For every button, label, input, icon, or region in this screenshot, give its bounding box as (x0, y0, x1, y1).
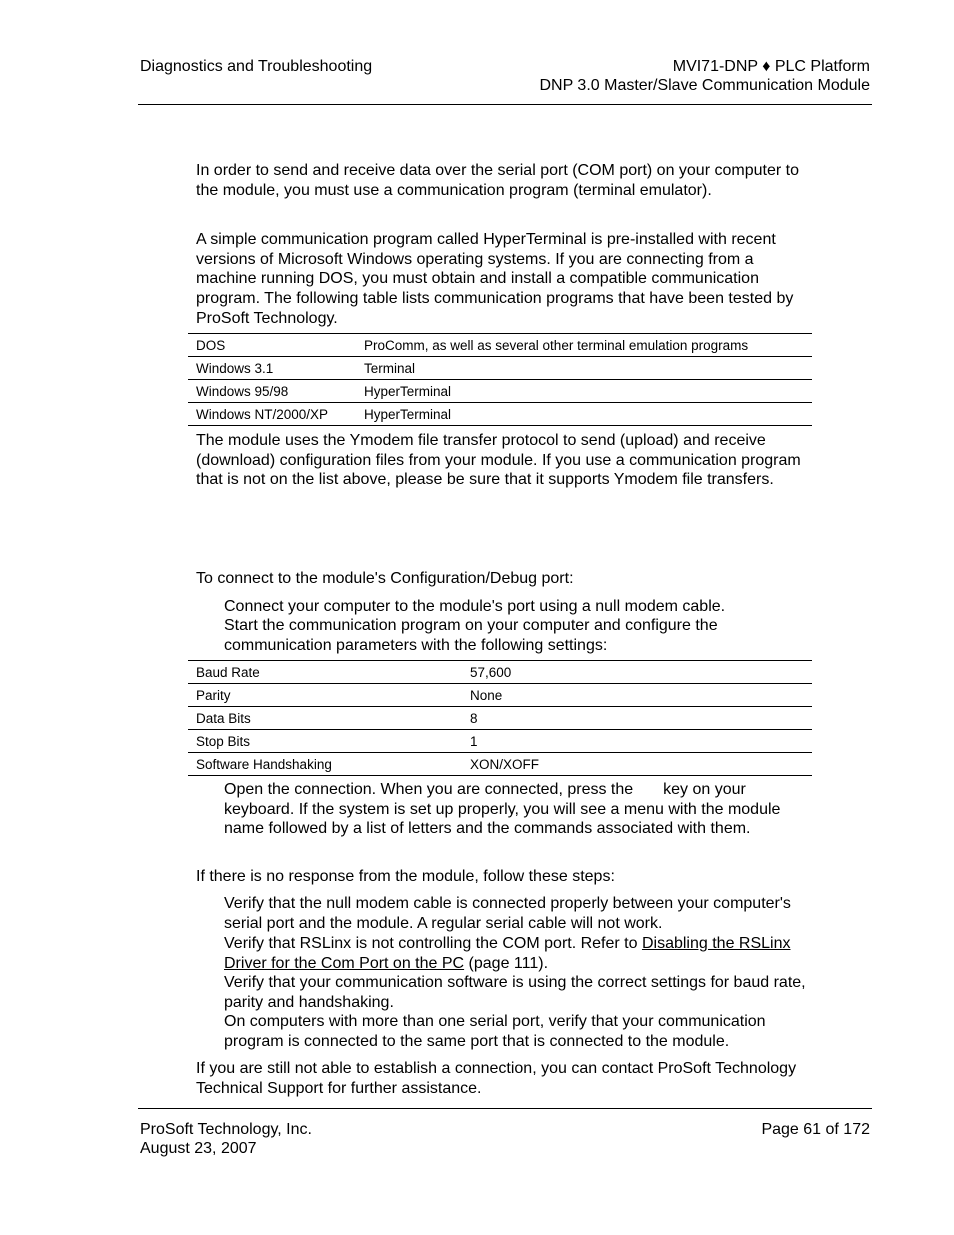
connect-step-2: Start the communication program on your computer and configure the communication parameters with the following settings: (224, 617, 718, 654)
troubleshoot-step-3: Verify that your communication software is using the correct settings for baud rate, parity and handshaking. (224, 974, 806, 1011)
closing-paragraph: If you are still not able to establish a connection, you can contact ProSoft Technology Technical Support for further assistance. (196, 1060, 797, 1097)
table-row (188, 753, 812, 776)
header-product-line2: DNP 3.0 Master/Slave Communication Module (539, 77, 870, 94)
table-cell: 8 (462, 707, 812, 730)
table-cell: Data Bits (188, 707, 462, 730)
table-cell: None (462, 684, 812, 707)
table-row (188, 380, 812, 403)
header-rule (138, 104, 872, 105)
programs-table (188, 333, 812, 426)
table-cell: Terminal (356, 357, 812, 380)
settings-table (188, 660, 812, 776)
troubleshoot-lead: If there is no response from the module, follow these steps: (196, 868, 615, 885)
troubleshoot-step-2 (224, 934, 814, 973)
connect-step-3-part-b: key on your keyboard. If the system is set up properly, you will see a menu with the module name followed by a list of letters and the commands associated with them. (224, 781, 781, 838)
header-section-title: Diagnostics and Troubleshooting (140, 58, 373, 75)
table-cell: Software Handshaking (188, 753, 462, 776)
table-row (188, 707, 812, 730)
ymodem-paragraph: The module uses the Ymodem file transfer protocol to send (upload) and receive (download) configuration files from your module. If you use a communication program that is not on the list above, please be sure that it supports Ymodem file transfers. (196, 432, 801, 489)
table-cell: DOS (188, 334, 356, 357)
troubleshoot-step-2-suffix: (page 111). (468, 954, 549, 972)
table-cell: Baud Rate (188, 661, 462, 684)
table-cell: 57,600 (462, 661, 812, 684)
table-row (188, 730, 812, 753)
connect-step-3-part-a: Open the connection. When you are connected, press the (224, 781, 634, 798)
table-cell: Windows 3.1 (188, 357, 356, 380)
connect-step-3 (224, 780, 814, 839)
disabling-rslinx-link[interactable]: Disabling the RSLinx Driver for the Com Port on the PC (224, 935, 791, 972)
table-cell: XON/XOFF (462, 753, 812, 776)
table-row (188, 661, 812, 684)
footer-page-number: Page 61 of 172 (761, 1121, 870, 1138)
troubleshoot-step-1: Verify that the null modem cable is connected properly between your computer's serial port and the module. A regular serial cable will not work. (224, 895, 791, 932)
footer-date: August 23, 2007 (140, 1140, 257, 1157)
connect-step-1: Connect your computer to the module's port using a null modem cable. (224, 598, 726, 615)
intro-paragraph-1: In order to send and receive data over the serial port (COM port) on your computer to the module, you must use a communication program (terminal emulator). (196, 162, 799, 199)
footer-rule (138, 1108, 872, 1109)
table-cell: HyperTerminal (356, 403, 812, 426)
table-row (188, 684, 812, 707)
connect-lead: To connect to the module's Configuration/Debug port: (196, 570, 574, 587)
footer-company: ProSoft Technology, Inc. (140, 1121, 312, 1138)
table-cell: Windows 95/98 (188, 380, 356, 403)
table-row (188, 357, 812, 380)
table-cell: Parity (188, 684, 462, 707)
table-row (188, 334, 812, 357)
intro-paragraph-2: A simple communication program called HyperTerminal is pre-installed with recent versions of Microsoft Windows operating systems. If you are connecting from a machine running DOS, you must obtain and install a compatible communication program. The following table lists communication programs that have been tested by ProSoft Technology. (196, 231, 794, 327)
table-row (188, 403, 812, 426)
troubleshoot-step-2-prefix: Verify that RSLinx is not controlling the COM port. Refer to (224, 935, 638, 952)
table-cell: HyperTerminal (356, 380, 812, 403)
table-cell: Windows NT/2000/XP (188, 403, 356, 426)
troubleshoot-step-4: On computers with more than one serial port, verify that your communication program is connected to the same port that is connected to the module. (224, 1013, 766, 1050)
header-product-line1: MVI71-DNP ♦ PLC Platform (672, 58, 870, 75)
table-cell: ProComm, as well as several other terminal emulation programs (356, 334, 812, 357)
table-cell: 1 (462, 730, 812, 753)
table-cell: Stop Bits (188, 730, 462, 753)
